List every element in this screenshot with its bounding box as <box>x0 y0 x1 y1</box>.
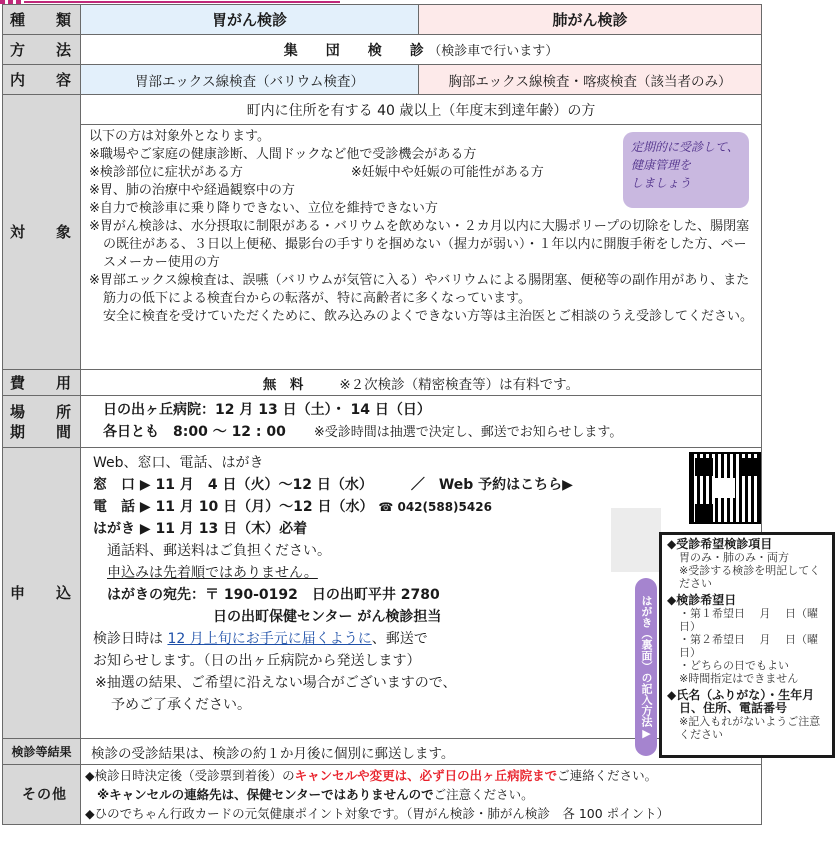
other-row: その他 ◆検診日時決定後（受診票到着後）のキャンセルや変更は、必ず日の出ヶ丘病院までご連絡ください。 ※キャンセルの連絡先は、保健センターではありませんのでご注意ください。 ◆ひのでちゃん行政カードの元気健康ポイント対象です。（胃がん検診・肺がん検診 各 100 ポイント） <box>3 765 762 825</box>
postcard-guide-tab: はがき（裏面）の記入方法▶ <box>635 578 657 756</box>
apply-phone-number: ☎ 042(588)5426 <box>378 500 492 514</box>
apply-address-center: 日の出町保健センター がん検診担当 <box>213 609 442 625</box>
content-row <box>3 65 762 95</box>
apply-window: 窓 口 ▶ 11 月 4 日（火）～12 日（水） <box>93 477 373 493</box>
results-text: 検診の受診結果は、検診の約１か月後に個別に郵送します。 <box>81 739 762 765</box>
method-label: 方 法 <box>3 35 81 65</box>
exclusion-intro: 以下の方は対象外となります。 <box>89 129 270 144</box>
place-dates: 日の出ヶ丘病院：12 月 13 日（土）・ 14 日（日） <box>103 402 431 418</box>
apply-phone: 電 話 ▶ 11 月 10 日（月）～12 日（水） <box>93 499 374 515</box>
qr-code[interactable] <box>689 452 761 524</box>
header-kind: 種 類 <box>3 5 81 35</box>
apply-first-come: 申込みは先着順ではありません。 <box>107 565 318 581</box>
apply-notify: お知らせします。（日の出ヶ丘病院から発送します） <box>93 653 421 669</box>
apply-postcard: はがき ▶ 11 月 13 日（木）必着 <box>93 521 308 537</box>
exclusion-advice: 安全に検査を受けていただくために、飲み込みのよくできない方等は主治医とご相談のうえ受診してください。 <box>103 309 754 324</box>
advice-bubble: 定期的に受診して、 健康管理を しましょう <box>623 132 749 208</box>
cancel-warning: キャンセルや変更は、必ず日の出ヶ丘病院まで <box>294 768 558 783</box>
apply-lottery-2: 予めご了承ください。 <box>111 697 251 713</box>
points-note: ◆ひのでちゃん行政カードの元気健康ポイント対象です。（胃がん検診・肺がん検診 各 100 ポイント） <box>85 806 670 821</box>
web-reservation-link[interactable]: ／ Web 予約はこちら▶ <box>410 477 573 493</box>
header-stomach: 胃がん検診 <box>81 5 419 35</box>
postcard-guide-box: ◆受診希望検診項目 胃のみ・肺のみ・両方 ※受診する検診を明記してください ◆検診希望日 ・第１希望日 月 日（曜日） ・第２希望日 月 日（曜日） ・どちらの日でもよい ※時間指定はできません ◆氏名（ふりがな）・生年月日、住所、電話番号 ※記入もれがないようご注意ください <box>659 532 835 758</box>
exclusion-item: ※検診部位に症状がある方 <box>89 165 243 180</box>
cost-row <box>3 370 762 396</box>
other-label: その他 <box>3 765 81 825</box>
exclusion-item: ※胃部エックス線検査は、誤嚥（バリウムが気管に入る）やバリウムによる腸閉塞、便秘等の副作用があり、また筋力の低下による検査台からの転落が、特に高齢者に多くなっています。 <box>89 273 750 306</box>
header-lung: 肺がん検診 <box>419 5 762 35</box>
content-lung: 胸部エックス線検査・喀痰検査（該当者のみ） <box>419 65 762 95</box>
exclusion-item: ※胃、肺の治療中や経過観察中の方 <box>89 183 295 198</box>
content-label: 内 容 <box>3 65 81 95</box>
apply-methods: Web、窓口、電話、はがき <box>93 455 264 471</box>
apply-lottery: ※抽選の結果、ご希望に沿えない場合がございますので、 <box>95 675 457 691</box>
place-label: 場 所 <box>9 402 79 421</box>
exclusion-row <box>3 125 762 370</box>
place-row <box>3 396 762 448</box>
header-row <box>3 5 762 35</box>
notify-date-link[interactable]: 12 月上旬にお手元に届くように <box>167 631 372 647</box>
place-hours: 各日とも 8:00 ～ 12 : 00 <box>103 424 286 440</box>
exclusion-item: ※自力で検診車に乗り降りできない、立位を維持できない方 <box>89 201 438 216</box>
cost-note: ※２次検診（精密検査等）は有料です。 <box>339 376 580 393</box>
method-note: （検診車で行います） <box>428 43 559 59</box>
method-text: 集 団 検 診 <box>283 42 424 59</box>
place-note: ※受診時間は抽選で決定し、郵送でお知らせします。 <box>313 425 623 440</box>
apply-label: 申 込 <box>3 448 81 739</box>
method-row <box>3 35 762 65</box>
target-eligibility: 町内に住所を有する 40 歳以上（年度末到達年齢）の方 <box>81 95 762 125</box>
target-label: 対 象 <box>3 95 81 370</box>
apply-address: はがきの宛先：〒 190-0192 日の出町平井 2780 <box>107 587 440 603</box>
apply-fees: 通話料、郵送料はご負担ください。 <box>107 543 331 559</box>
screening-table <box>2 4 821 825</box>
exclusion-item: ※胃がん検診は、水分摂取に制限がある・バリウムを飲めない・２カ月以内に大腸ポリープの切除をした、腸閉塞の既往がある、３日以上便秘、撮影台の手すりを掴めない（握力が弱い）・１年以内に開腹手術をした方、ペースメーカー使用の方 <box>89 219 750 270</box>
cost-label: 費 用 <box>3 370 81 396</box>
exclusion-item: ※妊娠中や妊娠の可能性がある方 <box>350 165 544 180</box>
content-stomach: 胃部エックス線検査（バリウム検査） <box>81 65 419 95</box>
eligibility-row <box>3 95 762 125</box>
results-label: 検診等結果 <box>3 739 81 765</box>
period-label: 期 間 <box>9 422 79 441</box>
cost-text: 無 料 <box>262 376 304 393</box>
apply-row: 申 込 Web、窓口、電話、はがき 窓 口 ▶ 11 月 4 日（火）～12 日（水） ／ Web 予約はこちら▶ 電 話 ▶ 11 月 10 日（月）～12 日（水） ☎ 042(588)5426 はがき ▶ 11 月 13 日（木）必着 通話料、郵送料はご負担ください。 申込みは先着順ではありません。 はがきの宛先：〒 190-0192 日の出町平井 2780 日の出町保健センター がん検診担当 検診日時は 12 月上旬にお手元に届くように、郵送で お知らせします。（日の出ヶ丘病院から発送します） ※抽選の結果、ご希望に沿えない場合がございますので、 予めご了承ください。 はがき（裏面）の記入方法▶ ◆受診希望検診項目 胃のみ・肺のみ・両方 ※受診する検診を明記してください ◆検診希望日 ・第１希望日 月 日（曜日） ・第２希望日 月 日（曜日） ・どちらの日でもよい ※時間指定はできません ◆氏名（ふりがな）・生年月日、住所、電話番号 ※記入もれがないようご注意ください <box>3 448 762 739</box>
exclusion-item: ※職場やご家庭の健康診断、人間ドックなど他で受診機会がある方 <box>89 147 477 162</box>
